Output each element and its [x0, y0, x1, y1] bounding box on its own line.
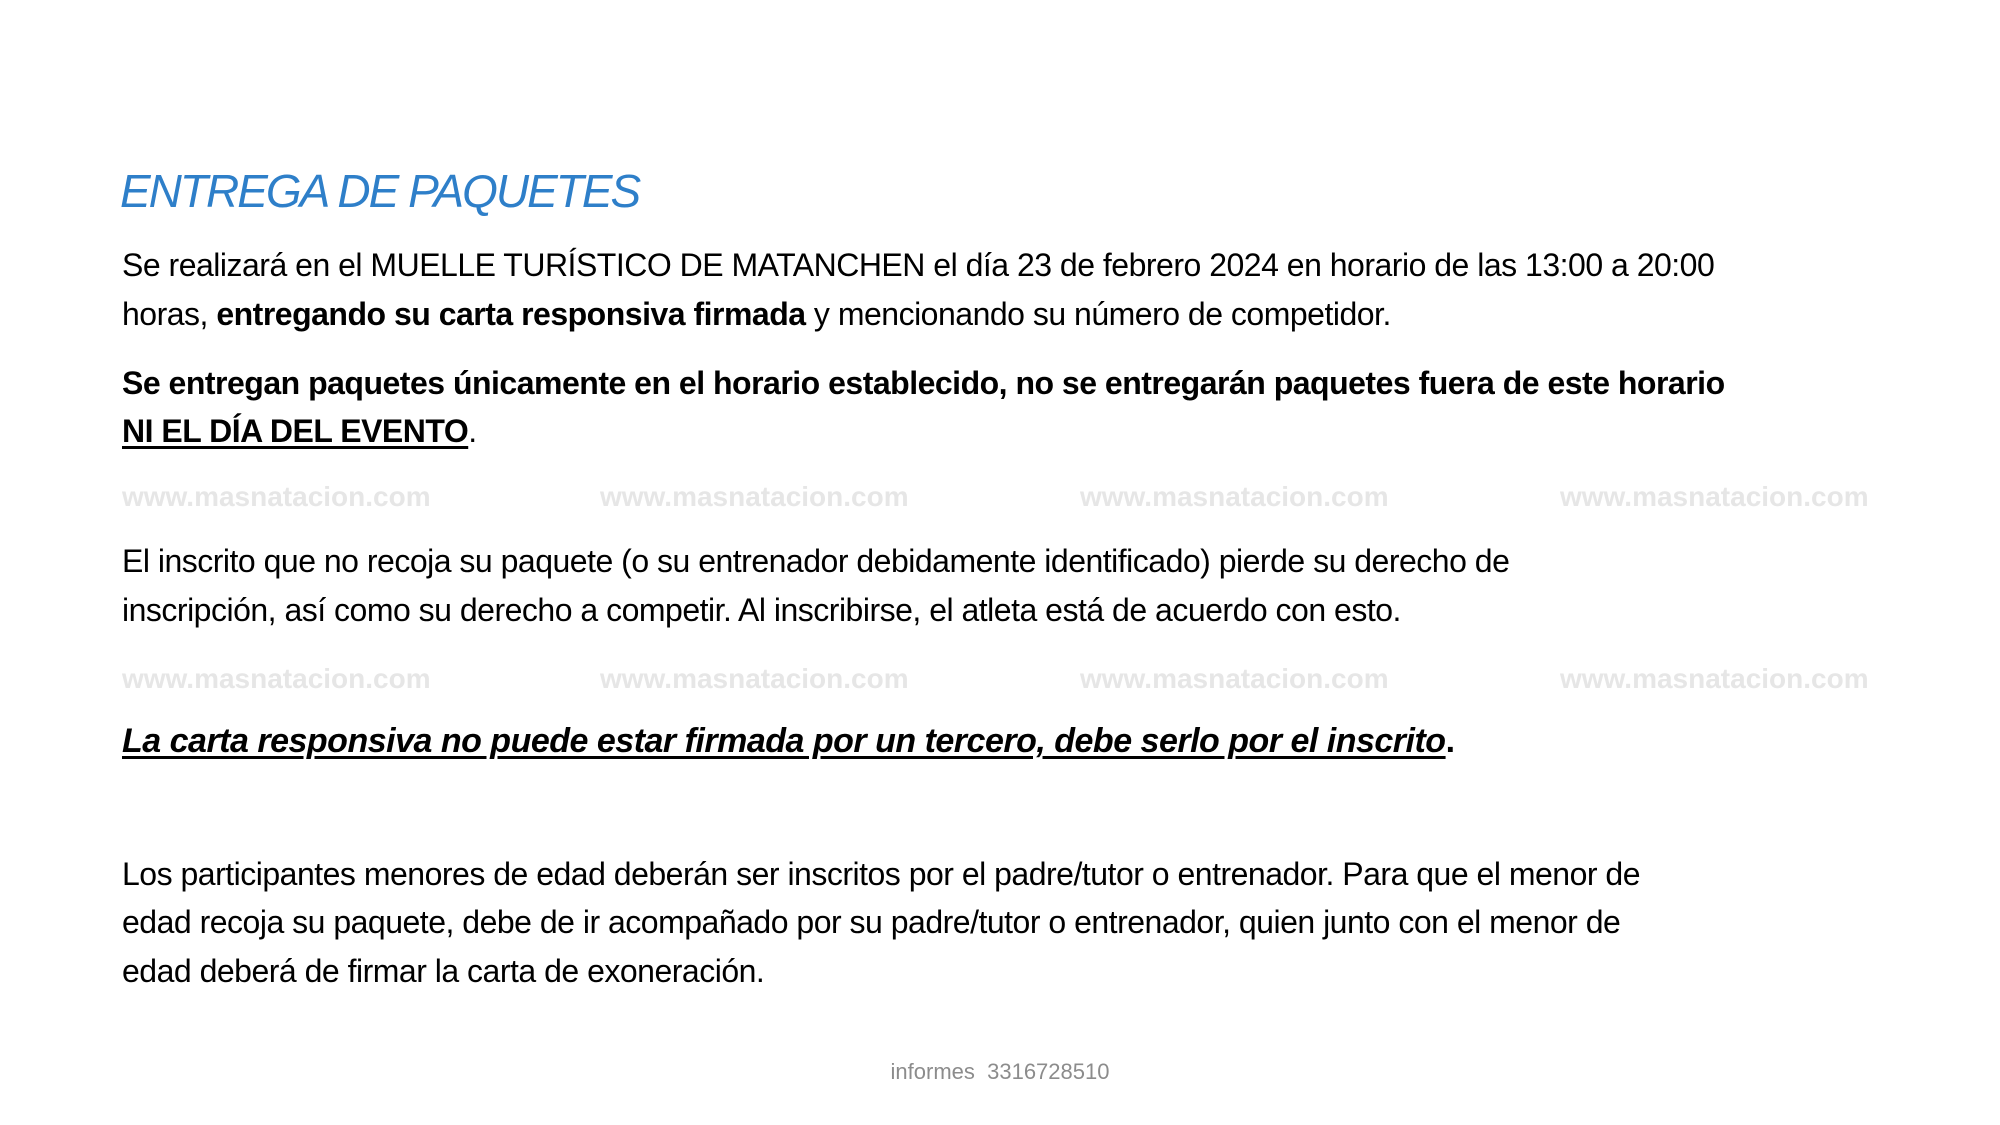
footer-contact: informes 3316728510	[890, 1059, 1110, 1084]
underlined-warning: NI EL DÍA DEL EVENTO	[122, 413, 469, 449]
text: .	[468, 413, 477, 449]
paragraph-line: Se realizará en el MUELLE TURÍSTICO DE MATANCHEN el día 23 de febrero 2024 en horario de las 13:00 a 20:00	[122, 247, 1715, 283]
text: .	[1445, 722, 1455, 760]
page-title: ENTREGA DE PAQUETES	[120, 165, 640, 217]
watermark: www.masnatacion.com	[1080, 663, 1389, 694]
paragraph-line: Los participantes menores de edad deberán ser inscritos por el padre/tutor o entrenador. Para que el menor de	[122, 856, 1641, 892]
paragraph-line	[122, 408, 477, 454]
text: y mencionando su número de competidor.	[805, 296, 1391, 332]
watermark: www.masnatacion.com	[122, 663, 431, 694]
watermark: www.masnatacion.com	[600, 663, 909, 694]
watermark: www.masnatacion.com	[1560, 663, 1869, 694]
text: horas,	[122, 296, 217, 332]
paragraph-line: Se entregan paquetes únicamente en el horario establecido, no se entregarán paquetes fuera de este horario	[122, 365, 1725, 401]
bold-text: entregando su carta responsiva firmada	[216, 296, 806, 332]
watermark: www.masnatacion.com	[1080, 481, 1389, 512]
watermark: www.masnatacion.com	[1560, 481, 1869, 512]
paragraph-line	[122, 291, 1391, 337]
watermark: www.masnatacion.com	[122, 481, 431, 512]
paragraph-line: edad recoja su paquete, debe de ir acompañado por su padre/tutor o entrenador, quien junto con el menor de	[122, 904, 1621, 940]
paragraph-line	[122, 718, 1455, 764]
watermark: www.masnatacion.com	[600, 481, 909, 512]
paragraph-line: edad deberá de firmar la carta de exoneración.	[122, 953, 765, 989]
underlined-warning: La carta responsiva no puede estar firmada por un tercero, debe serlo por el inscrito	[122, 722, 1446, 760]
paragraph-line: El inscrito que no recoja su paquete (o su entrenador debidamente identificado) pierde su derecho de	[122, 543, 1510, 579]
paragraph-line: inscripción, así como su derecho a competir. Al inscribirse, el atleta está de acuerdo con esto.	[122, 592, 1401, 628]
